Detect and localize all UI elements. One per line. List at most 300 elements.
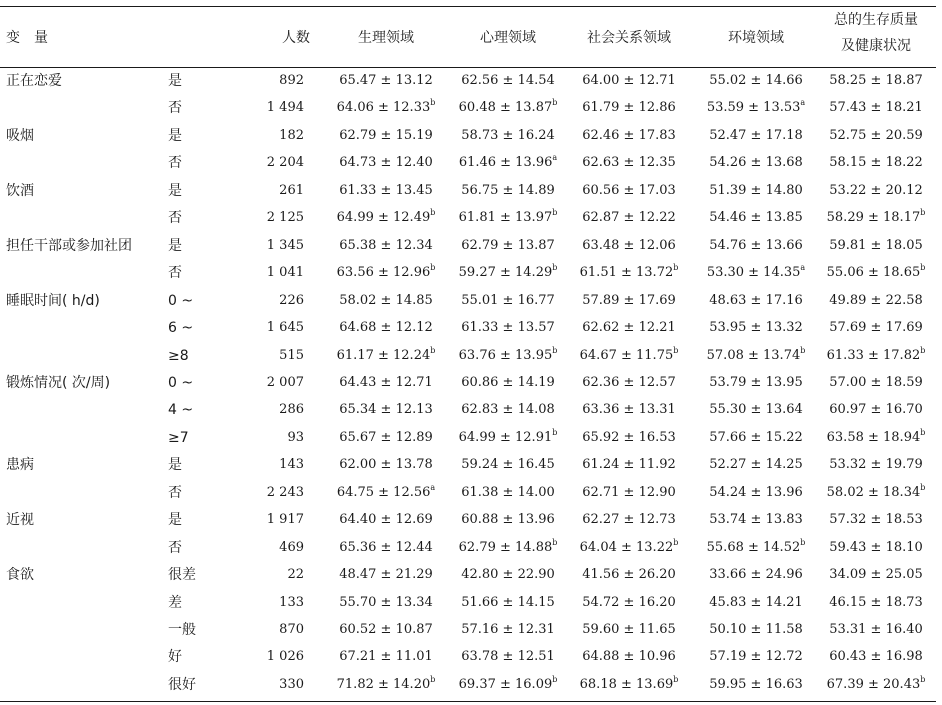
cell-environment: [693, 402, 819, 418]
cell-social: [566, 402, 692, 418]
cell-overall: [812, 128, 940, 144]
cell-value: 65.34 ± 12.13: [339, 402, 433, 417]
cell-value: 62.83 ± 14.08: [461, 402, 555, 417]
cell-physical: [323, 97, 449, 116]
cell-psychological: [445, 402, 571, 418]
cell-environment: [693, 567, 819, 583]
cell-value: 65.36 ± 12.44: [339, 540, 433, 555]
cell-value: 57.89 ± 17.69: [582, 293, 676, 308]
row-level: ≥7: [168, 430, 189, 446]
header-environment: 环境领域: [728, 30, 784, 46]
cell-value: 53.32 ± 19.79: [829, 457, 923, 472]
cell-value: 58.29 ± 18.17: [826, 210, 921, 225]
cell-value: 57.16 ± 12.31: [461, 622, 555, 637]
row-level: 是: [168, 512, 182, 528]
row-count: 1 041: [266, 265, 304, 280]
cell-value: 60.86 ± 14.19: [461, 375, 555, 390]
cell-value: 53.95 ± 13.32: [709, 320, 803, 335]
cell-value: 49.89 ± 22.58: [829, 293, 923, 308]
cell-environment: [693, 649, 819, 665]
cell-value: 54.72 ± 16.20: [582, 595, 676, 610]
cell-value: 62.00 ± 13.78: [339, 457, 433, 472]
cell-environment: [693, 210, 819, 226]
cell-overall: [812, 622, 940, 638]
cell-value: 63.76 ± 13.95: [458, 348, 553, 363]
cell-value: 58.15 ± 18.22: [829, 155, 923, 170]
cell-value: 61.17 ± 12.24: [336, 348, 431, 363]
cell-psychological: [445, 674, 571, 693]
cell-social: [566, 622, 692, 638]
cell-value: 59.81 ± 18.05: [829, 238, 923, 253]
cell-value: 58.73 ± 16.24: [461, 128, 555, 143]
significance-mark: b: [673, 262, 679, 272]
row-count: 2 243: [266, 485, 304, 500]
cell-physical: [323, 238, 449, 254]
cell-overall: [812, 512, 940, 528]
cell-value: 59.27 ± 14.29: [458, 265, 553, 280]
cell-value: 55.30 ± 13.64: [709, 402, 803, 417]
cell-overall: [812, 262, 940, 281]
cell-value: 64.88 ± 10.96: [582, 649, 676, 664]
row-level: 4 ~: [168, 402, 194, 418]
cell-value: 64.99 ± 12.91: [458, 430, 553, 445]
cell-value: 64.99 ± 12.49: [336, 210, 431, 225]
cell-psychological: [445, 238, 571, 254]
cell-value: 60.43 ± 16.98: [829, 649, 923, 664]
cell-value: 56.75 ± 14.89: [461, 183, 555, 198]
cell-value: 48.63 ± 17.16: [709, 293, 803, 308]
cell-value: 61.33 ± 13.45: [339, 183, 433, 198]
cell-value: 53.74 ± 13.83: [709, 512, 803, 527]
header-variable: 变 量: [6, 30, 48, 46]
cell-value: 55.02 ± 14.66: [709, 73, 803, 88]
cell-value: 64.73 ± 12.40: [339, 155, 433, 170]
cell-value: 62.79 ± 15.19: [339, 128, 433, 143]
row-variable: 睡眠时间( h/d): [6, 293, 100, 309]
cell-overall: [812, 649, 940, 665]
cell-value: 64.67 ± 11.75: [579, 348, 674, 363]
row-level: 很好: [168, 677, 196, 693]
significance-mark: b: [673, 345, 679, 355]
cell-social: [566, 674, 692, 693]
cell-value: 50.10 ± 11.58: [709, 622, 803, 637]
cell-value: 55.01 ± 16.77: [461, 293, 555, 308]
row-level: 是: [168, 238, 182, 254]
header-psychological: 心理领域: [480, 30, 536, 46]
cell-value: 67.21 ± 11.01: [339, 649, 433, 664]
cell-overall: [812, 540, 940, 556]
cell-value: 64.75 ± 12.56: [336, 485, 431, 500]
cell-overall: [812, 183, 940, 199]
row-level: 否: [168, 210, 182, 226]
row-level: 是: [168, 128, 182, 144]
cell-environment: [693, 595, 819, 611]
cell-value: 65.38 ± 12.34: [339, 238, 433, 253]
cell-social: [566, 512, 692, 528]
row-level: 很差: [168, 567, 196, 583]
cell-social: [566, 293, 692, 309]
cell-psychological: [445, 537, 571, 556]
cell-value: 61.38 ± 14.00: [461, 485, 555, 500]
cell-physical: [323, 430, 449, 446]
cell-value: 60.88 ± 13.96: [461, 512, 555, 527]
cell-value: 59.95 ± 16.63: [709, 677, 803, 692]
cell-psychological: [445, 97, 571, 116]
cell-value: 46.15 ± 18.73: [829, 595, 923, 610]
cell-value: 63.48 ± 12.06: [582, 238, 676, 253]
cell-overall: [812, 293, 940, 309]
row-level: 6 ~: [168, 320, 194, 336]
cell-physical: [323, 622, 449, 638]
cell-environment: [693, 622, 819, 638]
cell-overall: [812, 595, 940, 611]
cell-value: 57.08 ± 13.74: [706, 348, 801, 363]
cell-social: [566, 485, 692, 501]
row-count: 261: [279, 183, 304, 198]
row-count: 330: [279, 677, 304, 692]
cell-social: [566, 537, 692, 556]
cell-value: 57.32 ± 18.53: [829, 512, 923, 527]
cell-environment: [693, 345, 819, 364]
cell-value: 53.31 ± 16.40: [829, 622, 923, 637]
row-level: 否: [168, 265, 182, 281]
cell-social: [566, 375, 692, 391]
row-count: 182: [279, 128, 304, 143]
cell-value: 61.79 ± 12.86: [582, 100, 676, 115]
cell-social: [566, 262, 692, 281]
cell-value: 62.46 ± 17.83: [582, 128, 676, 143]
row-level: 差: [168, 595, 182, 611]
cell-value: 61.33 ± 13.57: [461, 320, 555, 335]
cell-value: 58.02 ± 18.34: [826, 485, 921, 500]
header-count: 人数: [282, 30, 310, 46]
row-level: 否: [168, 155, 182, 171]
row-variable: 锻炼情况( 次/周): [6, 375, 111, 391]
row-count: 22: [287, 567, 304, 582]
cell-value: 64.68 ± 12.12: [339, 320, 433, 335]
cell-value: 65.92 ± 16.53: [582, 430, 676, 445]
cell-value: 34.09 ± 25.05: [829, 567, 923, 582]
cell-value: 60.97 ± 16.70: [829, 402, 923, 417]
cell-value: 61.24 ± 11.92: [582, 457, 676, 472]
cell-value: 64.40 ± 12.69: [339, 512, 433, 527]
cell-environment: [693, 262, 819, 281]
cell-overall: [812, 155, 940, 171]
cell-physical: [323, 128, 449, 144]
cell-overall: [812, 375, 940, 391]
cell-value: 62.79 ± 13.87: [461, 238, 555, 253]
cell-value: 55.70 ± 13.34: [339, 595, 433, 610]
cell-value: 42.80 ± 22.90: [461, 567, 555, 582]
cell-value: 64.04 ± 13.22: [579, 540, 674, 555]
cell-value: 52.47 ± 17.18: [709, 128, 803, 143]
cell-environment: [693, 537, 819, 556]
cell-physical: [323, 482, 449, 501]
cell-physical: [323, 375, 449, 391]
cell-environment: [693, 485, 819, 501]
row-variable: 正在恋爱: [6, 73, 62, 89]
cell-environment: [693, 128, 819, 144]
cell-environment: [693, 677, 819, 693]
cell-value: 65.67 ± 12.89: [339, 430, 433, 445]
row-count: 892: [279, 73, 304, 88]
cell-value: 60.52 ± 10.87: [339, 622, 433, 637]
row-level: 否: [168, 485, 182, 501]
cell-physical: [323, 674, 449, 693]
cell-social: [566, 128, 692, 144]
cell-physical: [323, 457, 449, 473]
cell-value: 51.66 ± 14.15: [461, 595, 555, 610]
cell-psychological: [445, 567, 571, 583]
row-count: 870: [279, 622, 304, 637]
cell-physical: [323, 262, 449, 281]
cell-value: 60.56 ± 17.03: [582, 183, 676, 198]
cell-psychological: [445, 485, 571, 501]
cell-value: 61.81 ± 13.97: [458, 210, 553, 225]
cell-value: 61.46 ± 13.96: [458, 155, 553, 170]
cell-environment: [693, 73, 819, 89]
cell-social: [566, 457, 692, 473]
significance-mark: b: [920, 262, 926, 272]
significance-mark: b: [552, 262, 558, 272]
cell-value: 62.87 ± 12.22: [582, 210, 676, 225]
cell-value: 63.78 ± 12.51: [461, 649, 555, 664]
cell-value: 33.66 ± 24.96: [709, 567, 803, 582]
cell-physical: [323, 567, 449, 583]
significance-mark: b: [673, 537, 679, 547]
cell-value: 62.62 ± 12.21: [582, 320, 676, 335]
cell-value: 67.39 ± 20.43: [826, 677, 921, 692]
significance-mark: b: [552, 97, 558, 107]
cell-social: [566, 320, 692, 336]
cell-psychological: [445, 73, 571, 89]
header-physical: 生理领域: [358, 30, 414, 46]
cell-overall: [812, 73, 940, 89]
cell-value: 57.00 ± 18.59: [829, 375, 923, 390]
significance-mark: b: [800, 537, 806, 547]
cell-value: 65.47 ± 13.12: [339, 73, 433, 88]
cell-psychological: [445, 649, 571, 665]
cell-physical: [323, 649, 449, 665]
row-level: 否: [168, 100, 182, 116]
row-level: 0 ~: [168, 293, 194, 309]
row-variable: 饮酒: [6, 183, 34, 199]
cell-social: [566, 100, 692, 116]
cell-overall: [812, 402, 940, 418]
cell-environment: [693, 457, 819, 473]
significance-mark: b: [920, 674, 926, 684]
cell-value: 53.59 ± 13.53: [706, 100, 801, 115]
row-count: 2 125: [266, 210, 304, 225]
cell-value: 58.25 ± 18.87: [829, 73, 923, 88]
cell-value: 71.82 ± 14.20: [336, 677, 431, 692]
significance-mark: b: [430, 262, 436, 272]
row-count: 1 645: [266, 320, 304, 335]
row-count: 469: [279, 540, 304, 555]
cell-social: [566, 155, 692, 171]
cell-value: 45.83 ± 14.21: [709, 595, 803, 610]
significance-mark: a: [430, 482, 436, 492]
significance-mark: b: [552, 427, 558, 437]
cell-value: 54.26 ± 13.68: [709, 155, 803, 170]
cell-psychological: [445, 152, 571, 171]
significance-mark: b: [920, 482, 926, 492]
row-count: 1 345: [266, 238, 304, 253]
cell-physical: [323, 595, 449, 611]
significance-mark: b: [552, 537, 558, 547]
cell-psychological: [445, 128, 571, 144]
cell-value: 54.24 ± 13.96: [709, 485, 803, 500]
cell-psychological: [445, 595, 571, 611]
row-count: 286: [279, 402, 304, 417]
row-count: 2 204: [266, 155, 304, 170]
cell-psychological: [445, 375, 571, 391]
significance-mark: b: [430, 345, 436, 355]
cell-value: 61.33 ± 17.82: [826, 348, 921, 363]
cell-value: 53.30 ± 14.35: [706, 265, 801, 280]
row-count: 143: [279, 457, 304, 472]
cell-psychological: [445, 345, 571, 364]
cell-value: 59.43 ± 18.10: [829, 540, 923, 555]
significance-mark: b: [920, 427, 926, 437]
row-level: 是: [168, 183, 182, 199]
cell-physical: [323, 293, 449, 309]
cell-environment: [693, 320, 819, 336]
header-overall-line1: 总的生存质量: [834, 12, 918, 28]
cell-value: 62.63 ± 12.35: [582, 155, 676, 170]
row-level: 否: [168, 540, 182, 556]
cell-overall: [812, 100, 940, 116]
cell-value: 62.27 ± 12.73: [582, 512, 676, 527]
cell-social: [566, 595, 692, 611]
significance-mark: b: [920, 207, 926, 217]
cell-value: 55.06 ± 18.65: [826, 265, 921, 280]
row-level: ≥8: [168, 348, 189, 364]
significance-mark: b: [552, 207, 558, 217]
cell-physical: [323, 402, 449, 418]
cell-value: 57.66 ± 15.22: [709, 430, 803, 445]
cell-overall: [812, 482, 940, 501]
row-level: 是: [168, 457, 182, 473]
significance-mark: b: [430, 207, 436, 217]
cell-value: 48.47 ± 21.29: [339, 567, 433, 582]
cell-environment: [693, 238, 819, 254]
cell-value: 51.39 ± 14.80: [709, 183, 803, 198]
row-variable: 患病: [6, 457, 34, 473]
row-count: 93: [287, 430, 304, 445]
cell-social: [566, 238, 692, 254]
significance-mark: b: [673, 674, 679, 684]
cell-value: 57.69 ± 17.69: [829, 320, 923, 335]
cell-value: 62.79 ± 14.88: [458, 540, 553, 555]
cell-value: 62.56 ± 14.54: [461, 73, 555, 88]
cell-environment: [693, 375, 819, 391]
cell-value: 59.24 ± 16.45: [461, 457, 555, 472]
cell-physical: [323, 73, 449, 89]
row-count: 1 026: [266, 649, 304, 664]
row-variable: 近视: [6, 512, 34, 528]
cell-overall: [812, 207, 940, 226]
row-count: 1 494: [266, 100, 304, 115]
cell-value: 62.71 ± 12.90: [582, 485, 676, 500]
header-social: 社会关系领域: [587, 30, 671, 46]
significance-mark: a: [800, 262, 806, 272]
cell-value: 52.75 ± 20.59: [829, 128, 923, 143]
row-count: 133: [279, 595, 304, 610]
cell-physical: [323, 540, 449, 556]
cell-value: 63.56 ± 12.96: [336, 265, 431, 280]
cell-psychological: [445, 427, 571, 446]
row-level: 好: [168, 649, 182, 665]
cell-value: 41.56 ± 26.20: [582, 567, 676, 582]
top-rule: [0, 6, 936, 7]
row-variable: 吸烟: [6, 128, 34, 144]
cell-value: 53.79 ± 13.95: [709, 375, 803, 390]
cell-social: [566, 345, 692, 364]
cell-environment: [693, 155, 819, 171]
cell-psychological: [445, 183, 571, 199]
significance-mark: b: [430, 97, 436, 107]
cell-psychological: [445, 207, 571, 226]
cell-value: 64.43 ± 12.71: [339, 375, 433, 390]
significance-mark: a: [552, 152, 558, 162]
cell-value: 58.02 ± 14.85: [339, 293, 433, 308]
cell-psychological: [445, 320, 571, 336]
cell-social: [566, 649, 692, 665]
cell-environment: [693, 430, 819, 446]
row-count: 226: [279, 293, 304, 308]
cell-psychological: [445, 512, 571, 528]
cell-physical: [323, 320, 449, 336]
cell-physical: [323, 345, 449, 364]
header-overall-line2: 及健康状况: [841, 38, 911, 54]
row-variable: 食欲: [6, 567, 34, 583]
cell-value: 54.46 ± 13.85: [709, 210, 803, 225]
cell-overall: [812, 457, 940, 473]
cell-environment: [693, 183, 819, 199]
cell-overall: [812, 345, 940, 364]
cell-value: 60.48 ± 13.87: [458, 100, 553, 115]
significance-mark: b: [920, 345, 926, 355]
cell-psychological: [445, 457, 571, 473]
cell-social: [566, 567, 692, 583]
row-count: 515: [279, 348, 304, 363]
cell-value: 61.51 ± 13.72: [579, 265, 674, 280]
cell-physical: [323, 155, 449, 171]
cell-social: [566, 183, 692, 199]
cell-psychological: [445, 622, 571, 638]
cell-physical: [323, 512, 449, 528]
cell-psychological: [445, 262, 571, 281]
significance-mark: b: [552, 674, 558, 684]
cell-environment: [693, 293, 819, 309]
row-count: 1 917: [266, 512, 304, 527]
cell-overall: [812, 567, 940, 583]
cell-social: [566, 73, 692, 89]
cell-environment: [693, 512, 819, 528]
cell-psychological: [445, 293, 571, 309]
cell-physical: [323, 207, 449, 226]
header-rule: [0, 67, 936, 68]
significance-mark: b: [552, 345, 558, 355]
cell-social: [566, 430, 692, 446]
significance-mark: b: [430, 674, 436, 684]
cell-value: 59.60 ± 11.65: [582, 622, 676, 637]
cell-value: 57.19 ± 12.72: [709, 649, 803, 664]
cell-value: 52.27 ± 14.25: [709, 457, 803, 472]
cell-overall: [812, 238, 940, 254]
cell-overall: [812, 427, 940, 446]
